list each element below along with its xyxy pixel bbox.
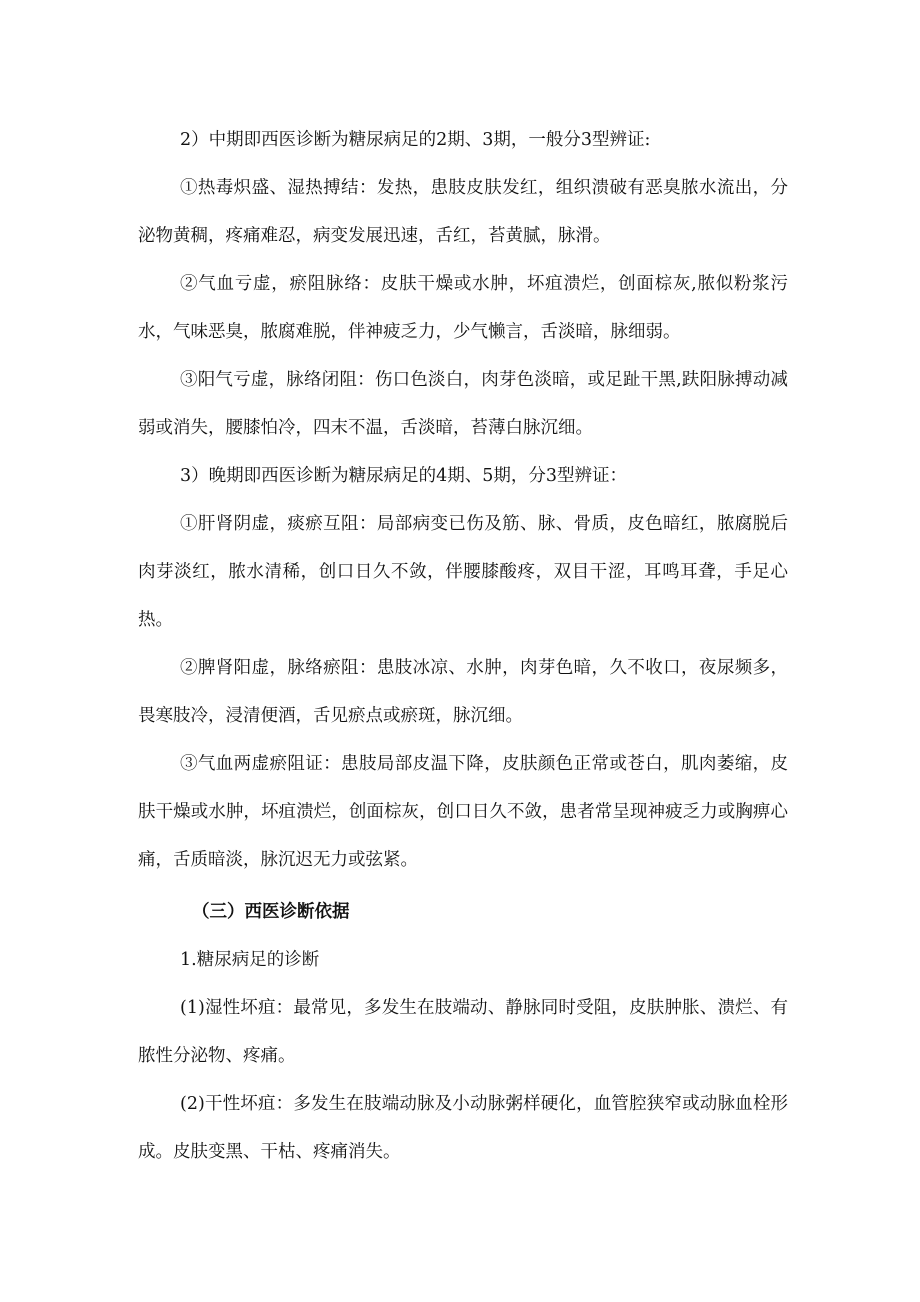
paragraph-qi-blood-stasis: ③气血两虚瘀阻证：患肢局部皮温下降，皮肤颜色正常或苍白，肌肉萎缩，皮肤干燥或水肿，坏疽溃烂，创面棕灰，创口日久不敛，患者常呈现神疲乏力或胸痹心痛，舌质暗淡，脉沉迟无力或弦紧。 <box>138 754 788 870</box>
paragraph-liver-kidney-yin: ①肝肾阴虚，痰瘀互阻：局部病变已伤及筋、脉、骨质，皮色暗红，脓腐脱后肉芽淡红，脓水清稀，创口日久不敛，伴腰膝酸疼，双目干涩，耳鸣耳聋，手足心热。 <box>138 514 788 630</box>
paragraph-yang-qi-deficiency: ③阳气亏虚，脉络闭阻：伤口色淡白，肉芽色淡暗，或足趾干黑,趺阳脉搏动减弱或消失，腰膝怕冷，四末不温，舌淡暗，苔薄白脉沉细。 <box>138 370 788 438</box>
paragraph-late-stage: 3）晚期即西医诊断为糖尿病足的4期、5期，分3型辨证： <box>180 466 628 486</box>
list-item-dry-gangrene: (2)干性坏疽：多发生在肢端动脉及小动脉粥样硬化，血管腔狭窄或动脉血栓形成。皮肤变黑、干枯、疼痛消失。 <box>138 1094 788 1162</box>
paragraph-qi-blood-deficiency: ②气血亏虚，瘀阻脉络：皮肤干燥或水肿，坏疽溃烂，创面棕灰,脓似粉浆污水，气味恶臭，脓腐难脱，伴神疲乏力，少气懒言，舌淡暗，脉细弱。 <box>138 274 788 342</box>
document-page <box>138 116 788 1176</box>
list-item-wet-gangrene: (1)湿性坏疽：最常见，多发生在肢端动、静脉同时受阻，皮肤肿胀、溃烂、有脓性分泌物、疼痛。 <box>138 998 788 1066</box>
paragraph-heat-toxin: ①热毒炽盛、湿热搏结：发热，患肢皮肤发红，组织溃破有恶臭脓水流出，分泌物黄稠，疼痛难忍，病变发展迅速，舌红，苔黄腻，脉滑。 <box>138 178 788 246</box>
subheading-diagnosis: 1.糖尿病足的诊断 <box>180 950 320 970</box>
paragraph-mid-stage: 2）中期即西医诊断为糖尿病足的2期、3期，一般分3型辨证: <box>180 130 651 150</box>
paragraph-spleen-kidney-yang: ②脾肾阳虚，脉络瘀阻：患肢冰凉、水肿，肉芽色暗，久不收口，夜尿频多，畏寒肢冷，浸清便酒，舌见瘀点或瘀斑，脉沉细。 <box>138 658 788 726</box>
section-heading: （三）西医诊断依据 <box>192 902 350 922</box>
